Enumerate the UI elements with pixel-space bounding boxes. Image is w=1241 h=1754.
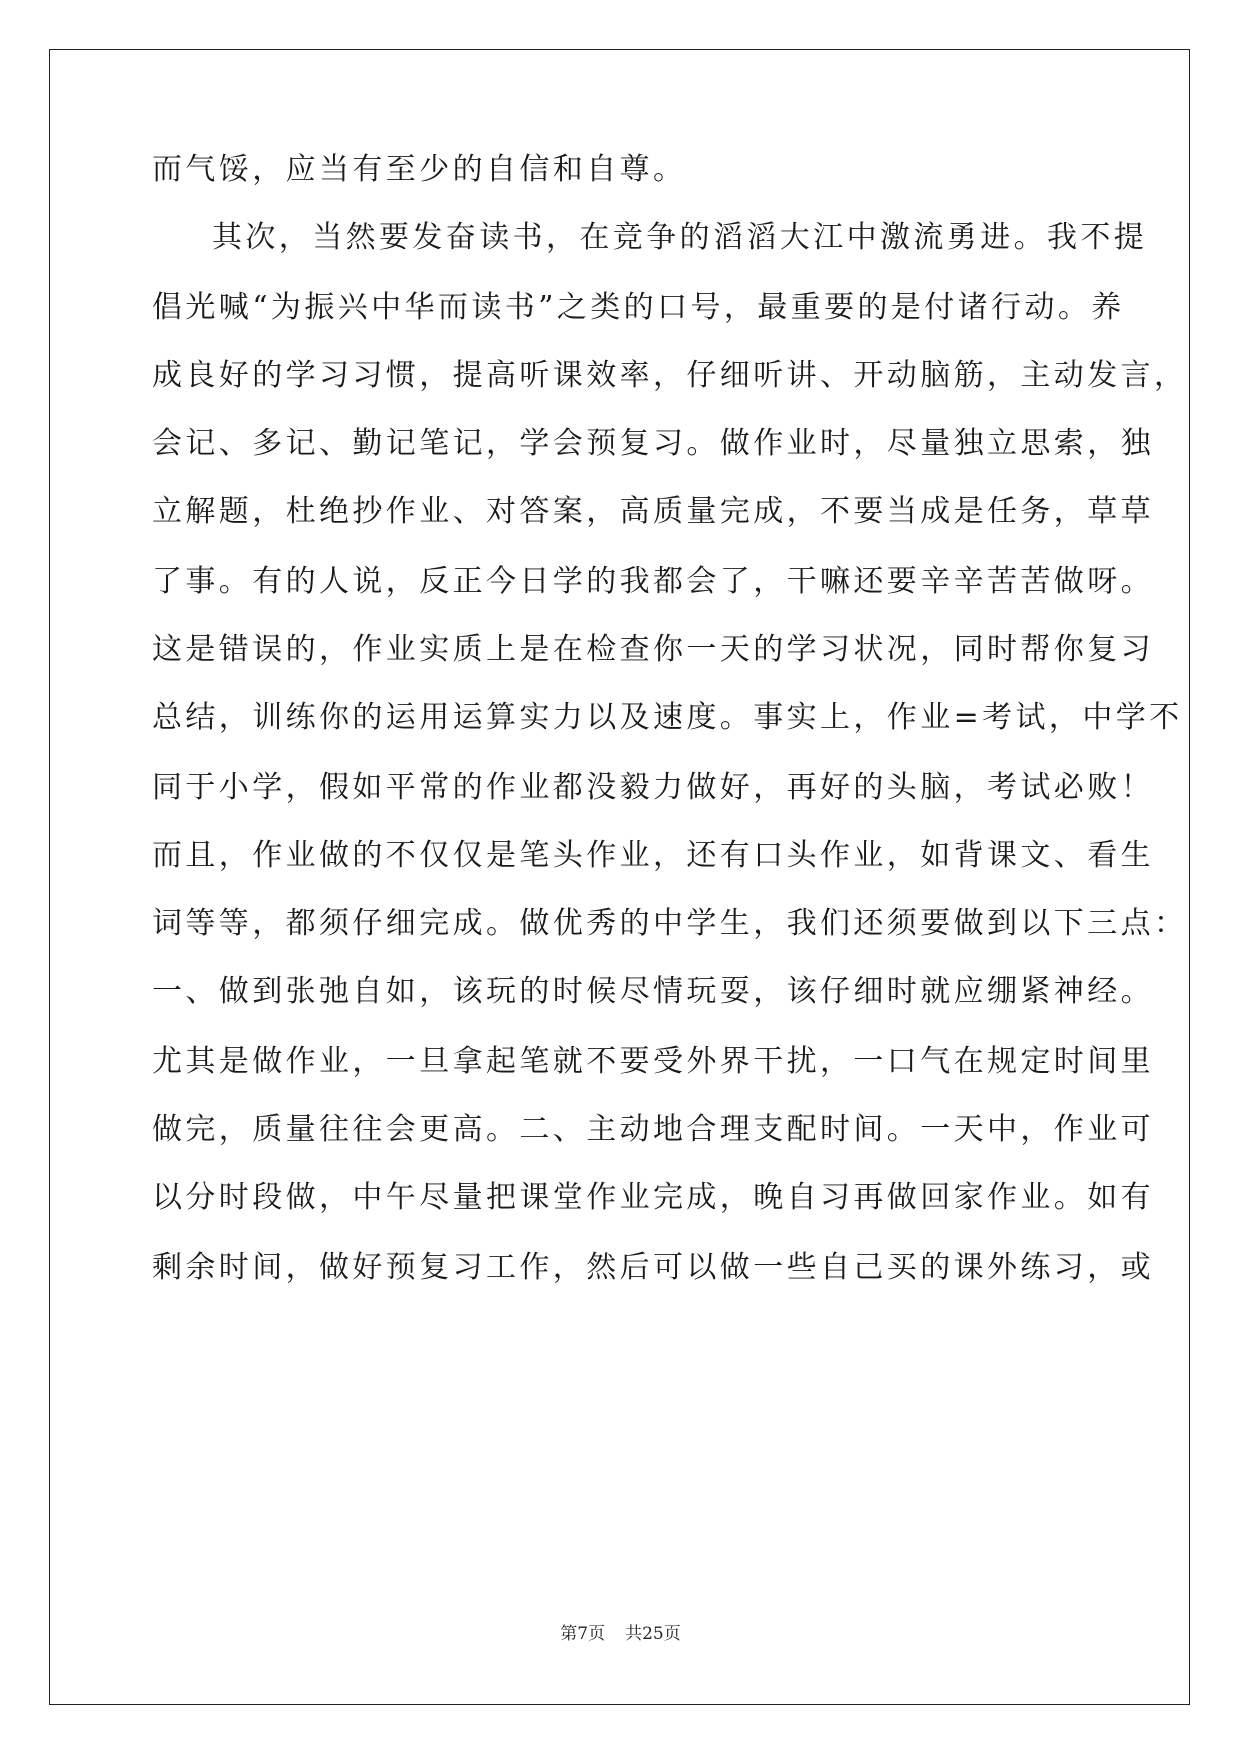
text-line: 剩余时间，做好预复习工作，然后可以做一些自己买的课外练习，或 — [152, 1250, 1154, 1285]
text-line: 倡光喊“为振兴中华而读书”之类的口号，最重要的是付诸行动。养 — [152, 290, 1125, 325]
text-line: 其次，当然要发奋读书，在竞争的滔滔大江中激流勇进。我不提 — [212, 220, 1148, 255]
text-line: 会记、多记、勤记笔记，学会预复习。做作业时，尽量独立思索，独 — [152, 426, 1154, 461]
text-line: 这是错误的，作业实质上是在检查你一天的学习状况，同时帮你复习 — [152, 632, 1154, 667]
page-total: 共25页 — [625, 1624, 681, 1644]
text-line: 一、做到张弛自如，该玩的时候尽情玩耍，该仔细时就应绷紧神经。 — [152, 974, 1154, 1009]
text-line: 以分时段做，中午尽量把课堂作业完成，晚自习再做回家作业。如有 — [152, 1180, 1154, 1215]
text-line: 而气馁，应当有至少的自信和自尊。 — [152, 152, 687, 187]
text-line: 尤其是做作业，一旦拿起笔就不要受外界干扰，一口气在规定时间里 — [152, 1044, 1154, 1079]
text-line: 成良好的学习习惯，提高听课效率，仔细听讲、开动脑筋，主动发言， — [152, 358, 1188, 393]
text-line: 而且，作业做的不仅仅是笔头作业，还有口头作业，如背课文、看生 — [152, 838, 1154, 873]
text-line: 同于小学，假如平常的作业都没毅力做好，再好的头脑，考试必败！ — [152, 770, 1154, 805]
page-footer — [0, 1622, 1241, 1646]
page-number: 第7页 — [560, 1624, 606, 1644]
text-line: 总结，训练你的运用运算实力以及速度。事实上，作业=考试，中学不 — [152, 700, 1183, 735]
text-line: 词等等，都须仔细完成。做优秀的中学生，我们还须要做到以下三点： — [152, 906, 1188, 941]
text-line: 立解题，杜绝抄作业、对答案，高质量完成，不要当成是任务，草草 — [152, 494, 1154, 529]
text-line: 做完，质量往往会更高。二、主动地合理支配时间。一天中，作业可 — [152, 1112, 1154, 1147]
text-line: 了事。有的人说，反正今日学的我都会了，干嘛还要辛辛苦苦做呀。 — [152, 564, 1154, 599]
